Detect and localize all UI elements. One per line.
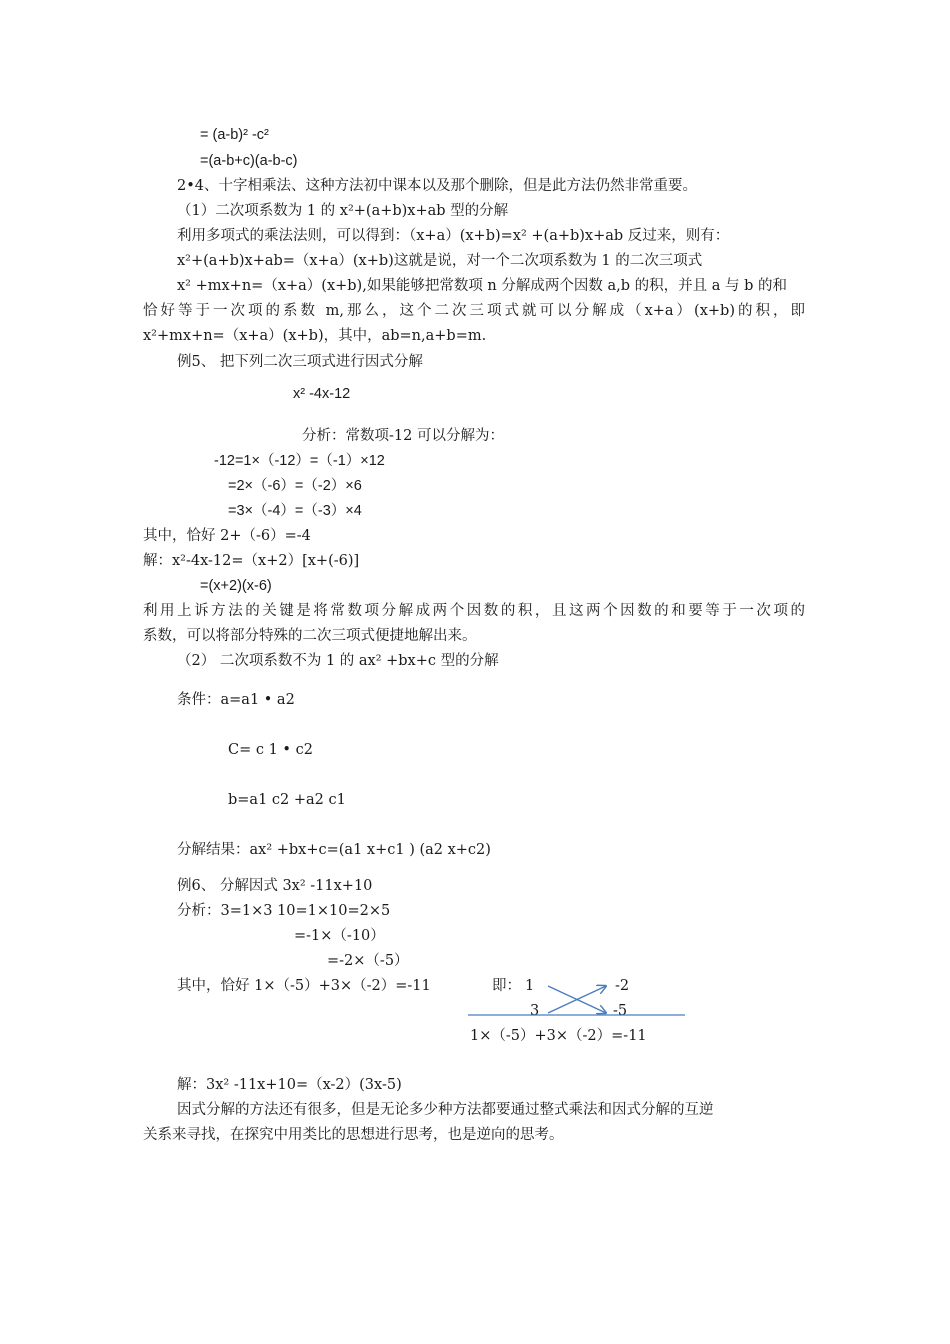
factor-line: -12=1×（-12）=（-1）×12 [214, 453, 385, 469]
subheading-coefficient-one: （1）二次项系数为 1 的 x²+(a+b)x+ab 型的分解 [177, 203, 509, 219]
cross-label: 即： [492, 978, 521, 994]
cross-arrow-down [548, 986, 606, 1013]
example-5-expression: x² -4x-12 [293, 386, 351, 402]
cross-result: 1×（-5）+3×（-2）=-11 [470, 1028, 647, 1044]
cross-arrow-up [548, 986, 606, 1013]
paragraph-line: 恰好等于一次项的系数 m,那么，这个二次三项式就可以分解成（x+a）(x+b)的积，即 [143, 303, 805, 319]
formula-line-1: = (a-b)² -c² [200, 127, 269, 143]
condition-line: b=a1 c2 +a2 c1 [228, 792, 346, 808]
cross-top-left: 1 [525, 978, 535, 994]
paragraph-line: 利用上诉方法的关键是将常数项分解成两个因数的积，且这两个因数的和要等于一次项的 [143, 603, 805, 619]
condition-line: C= c 1 • c2 [228, 742, 313, 758]
analysis-line: 分析：3=1×3 10=1×10=2×5 [177, 903, 391, 919]
cross-top-right: -2 [615, 978, 630, 994]
cross-bottom-right: -5 [613, 1003, 628, 1019]
paragraph-line: x²+mx+n=（x+a）(x+b)，其中，ab=n,a+b=m. [143, 328, 487, 344]
solution-line: =(x+2)(x-6) [200, 578, 272, 594]
result-line: 分解结果：ax² +bx+c=(a1 x+c1 ) (a2 x+c2) [177, 842, 491, 858]
formula-line-2: =(a-b+c)(a-b-c) [200, 153, 298, 169]
paragraph-line: 利用多项式的乘法法则，可以得到：（x+a）(x+b)=x² +(a+b)x+ab 反过来，则有： [177, 228, 730, 244]
subheading-coefficient-not-one: （2） 二次项系数不为 1 的 ax² +bx+c 型的分解 [177, 653, 499, 669]
example-5-heading: 例5、 把下列二次三项式进行因式分解 [177, 354, 423, 370]
analysis-line: 分析：常数项-12 可以分解为： [302, 428, 504, 444]
paragraph-line: x² +mx+n=（x+a）(x+b),如果能够把常数项 n 分解成两个因数 a,b 的积，并且 a 与 b 的和 [177, 278, 787, 294]
factor-line: =3×（-4）=（-3）×4 [228, 503, 362, 519]
analysis-line: =-1×（-10） [294, 928, 385, 944]
condition-line: 条件：a=a1 • a2 [177, 692, 295, 708]
factor-line: =2×（-6）=（-2）×6 [228, 478, 362, 494]
example-6-heading: 例6、 分解因式 3x² -11x+10 [177, 878, 373, 894]
solution-line: 解：x²-4x-12=（x+2）[x+(-6)] [143, 553, 360, 569]
paragraph-line: x²+(a+b)x+ab=（x+a）(x+b)这就是说，对一个二次项系数为 1 的二次三项式 [177, 253, 703, 269]
text-line: 其中，恰好 2+（-6）=-4 [143, 528, 311, 544]
cross-bottom-left: 3 [530, 1003, 540, 1019]
analysis-line: =-2×（-5） [327, 953, 409, 969]
paragraph-line: 关系来寻找，在探究中用类比的思想进行思考，也是逆向的思考。 [143, 1127, 564, 1143]
paragraph-line: 因式分解的方法还有很多，但是无论多少种方法都要通过整式乘法和因式分解的互逆 [177, 1102, 714, 1118]
solution-line: 解：3x² -11x+10=（x-2）(3x-5) [177, 1077, 402, 1093]
section-heading-cross-multiplication: 2•4、十字相乘法、这种方法初中课本以及那个删除，但是此方法仍然非常重要。 [177, 178, 698, 194]
text-line: 其中，恰好 1×（-5）+3×（-2）=-11 [177, 978, 431, 994]
paragraph-line: 系数，可以将部分特殊的二次三项式便捷地解出来。 [143, 628, 477, 644]
